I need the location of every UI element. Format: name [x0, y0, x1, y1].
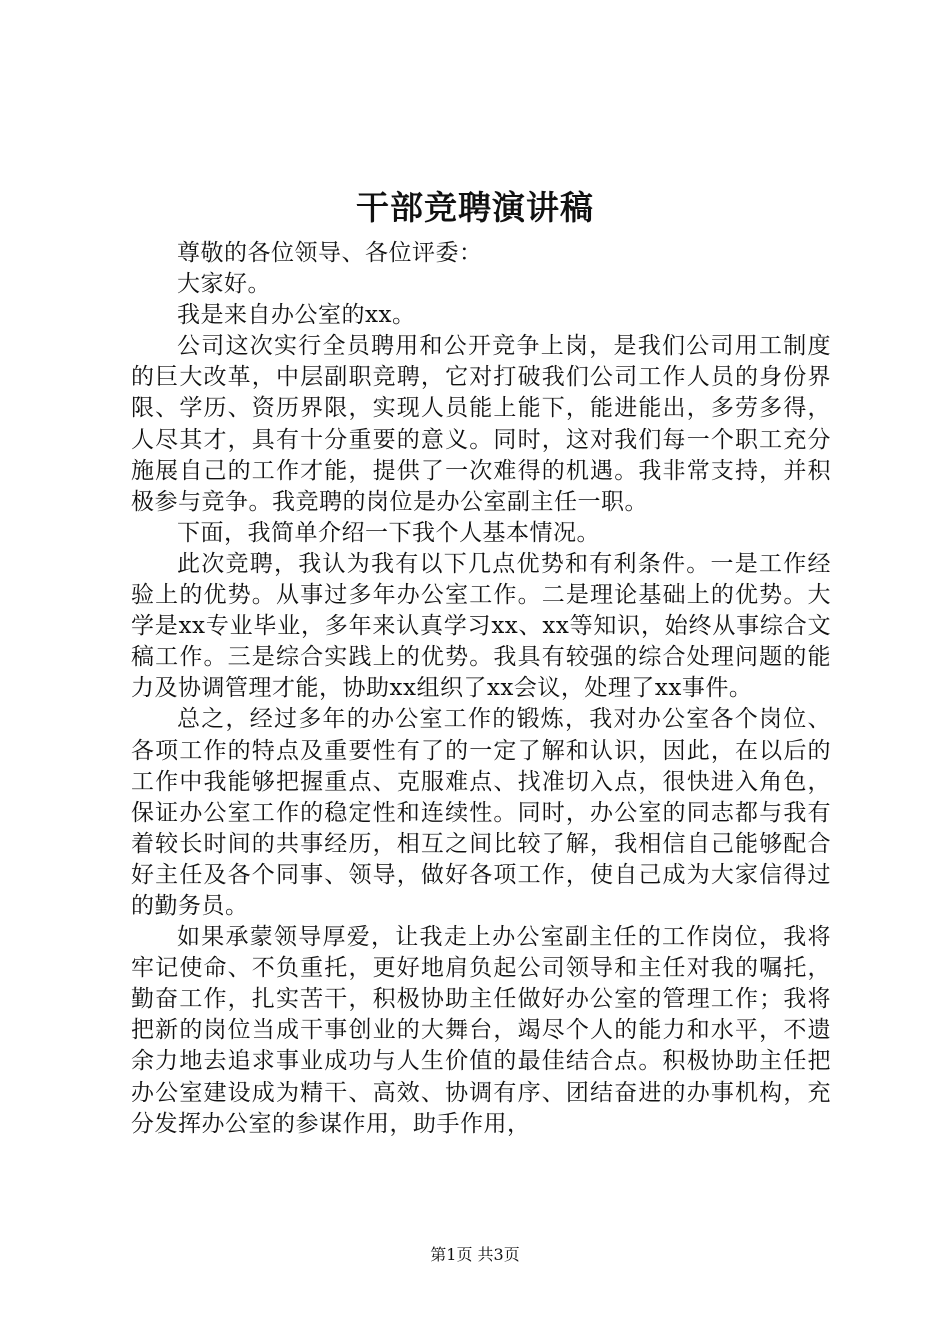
paragraph-reform-significance: 公司这次实行全员聘用和公开竞争上岗，是我们公司用工制度的巨大改革，中层副职竞聘，它对打破我们公司工作人员的身份界限、学历、资历界限，实现人员能上能下，能进能出，多劳多得，人尽其才，具有十分重要的意义。同时，这对我们每一个职工充分施展自己的工作才能，提供了一次难得的机遇。我非常支持，并积极参与竞争。我竞聘的岗位是办公室副主任一职。: [131, 333, 831, 515]
paragraph-salutation: 尊敬的各位领导、各位评委：: [177, 240, 483, 266]
paragraph-greeting: 大家好。: [177, 271, 271, 298]
page-number-footer: 第1页 共3页: [430, 1245, 520, 1264]
paragraph-summary: 总之，经过多年的办公室工作的锻炼，我对办公室各个岗位、各项工作的特点及重要性有了的一定了解和认识，因此，在以后的工作中我能够把握重点、克服难点、找准切入点，很快进入角色，保证办公室工作的稳定性和连续性。同时，办公室的同志都与我有着较长时间的共事经历，相互之间比较了解，我相信自己能够配合好主任及各个同事、领导，做好各项工作，使自己成为大家信得过的勤务员。: [131, 706, 831, 919]
paragraph-personal-info-lead: 下面，我简单介绍一下我个人基本情况。: [177, 519, 600, 546]
paragraph-introduction: 我是来自办公室的xx。: [177, 302, 416, 329]
document-body: [131, 238, 831, 1140]
document-title: 干部竞聘演讲稿: [356, 188, 594, 227]
paragraph-commitment: 如果承蒙领导厚爱，让我走上办公室副主任的工作岗位，我将牢记使命、不负重托，更好地肩负起公司领导和主任对我的嘱托，勤奋工作，扎实苦干，积极协助主任做好办公室的管理工作；我将把新的岗位当成干事创业的大舞台，竭尽个人的能力和水平，不遗余力地去追求事业成功与人生价值的最佳结合点。积极协助主任把办公室建设成为精干、高效、协调有序、团结奋进的办事机构，充分发挥办公室的参谋作用，助手作用，: [131, 924, 831, 1137]
paragraph-advantages: 此次竞聘，我认为我有以下几点优势和有利条件。一是工作经验上的优势。从事过多年办公室工作。二是理论基础上的优势。大学是xx专业毕业，多年来认真学习xx、xx等知识，始终从事综合文稿工作。三是综合实践上的优势。我具有较强的综合处理问题的能力及协调管理才能，协助xx组织了xx会议，处理了xx事件。: [131, 550, 831, 702]
